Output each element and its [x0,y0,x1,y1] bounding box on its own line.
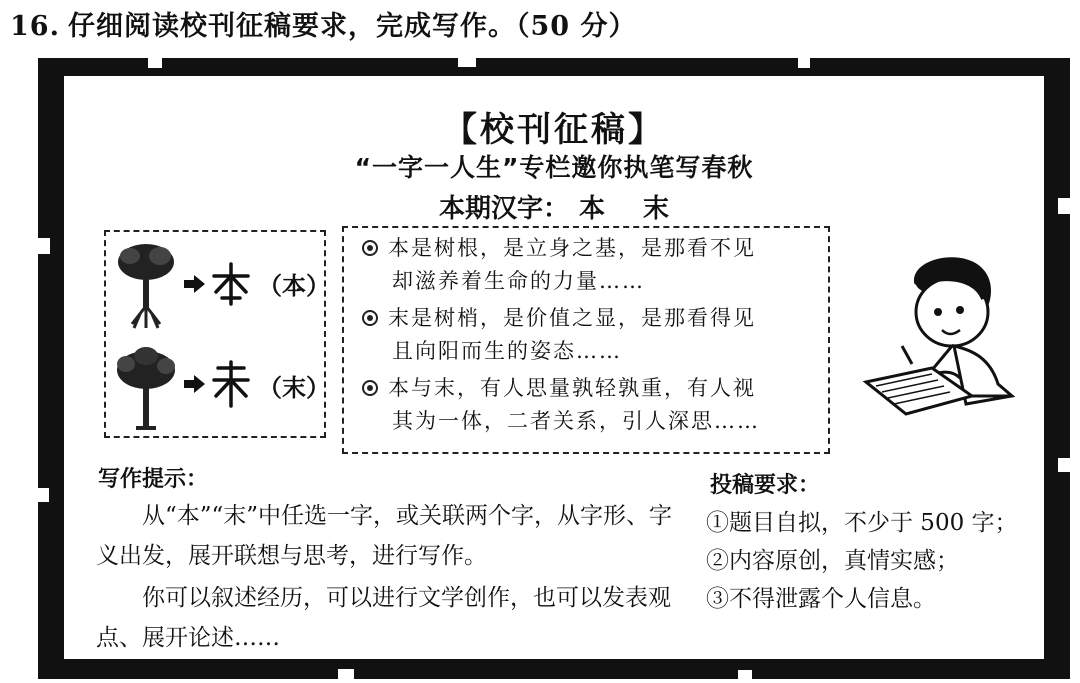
child-writing-icon [862,254,1022,424]
question-header [10,4,636,43]
poster-frame [38,58,1070,679]
hanzi-label: 本期汉字： [438,194,569,224]
hanzi-ben: 本 [578,194,605,224]
question-text: 仔细阅读校刊征稿要求，完成写作。（50 分） [67,11,637,42]
tips-heading: 写作提示： [98,467,209,492]
tips-paragraph-2: 你可以叙述经历，可以进行文学创作，也可以发表观点、展开论述…… [96,585,671,651]
quote-box [342,226,830,454]
quote-ben: 本是树根，是立身之基，是那看不见 却滋养着生命的力量…… [362,232,816,298]
glyph-evolution-box [104,230,330,438]
featured-characters [64,188,1044,225]
glyph-row-mo [106,340,330,430]
glyph-label-mo: （末） [258,374,330,402]
requirement-item: ②内容原创，真情实感； [706,548,959,574]
requirements-heading: 投稿要求： [710,473,821,498]
poster-subtitle: “一字一人生”专栏邀你执笔写春秋 [354,153,754,182]
tree-with-roots-icon [114,240,178,330]
bullet-icon [362,240,378,256]
requirement-item: ③不得泄露个人信息。 [706,586,936,612]
glyph-label-ben: （本） [258,272,330,300]
arrow-right-icon [182,274,206,294]
poster-title: 【校刊征稿】 [443,110,665,150]
question-number: 16. [10,11,60,42]
arrow-right-icon [182,374,206,394]
quote-mo: 末是树梢，是价值之显，是那看得见 且向阳而生的姿态…… [362,302,816,368]
poster [62,74,1046,661]
requirements-list [706,504,1018,618]
glyph-row-ben [106,238,330,328]
hanzi-mo: 末 [643,194,670,224]
bullet-icon [362,380,378,396]
quote-relation: 本与末，有人思量孰轻孰重，有人视 其为一体，二者关系，引人深思…… [362,372,816,438]
tips-paragraph-1: 从“本”“末”中任选一字，或关联两个字，从字形、字义出发，展开联想与思考，进行写作。 [96,503,673,569]
seal-script-mo-icon [210,360,252,408]
tree-with-crown-icon [114,344,178,432]
bullet-icon [362,310,378,326]
seal-script-ben-icon [210,262,252,306]
requirement-item: ①题目自拟，不少于 500 字； [706,510,1018,536]
